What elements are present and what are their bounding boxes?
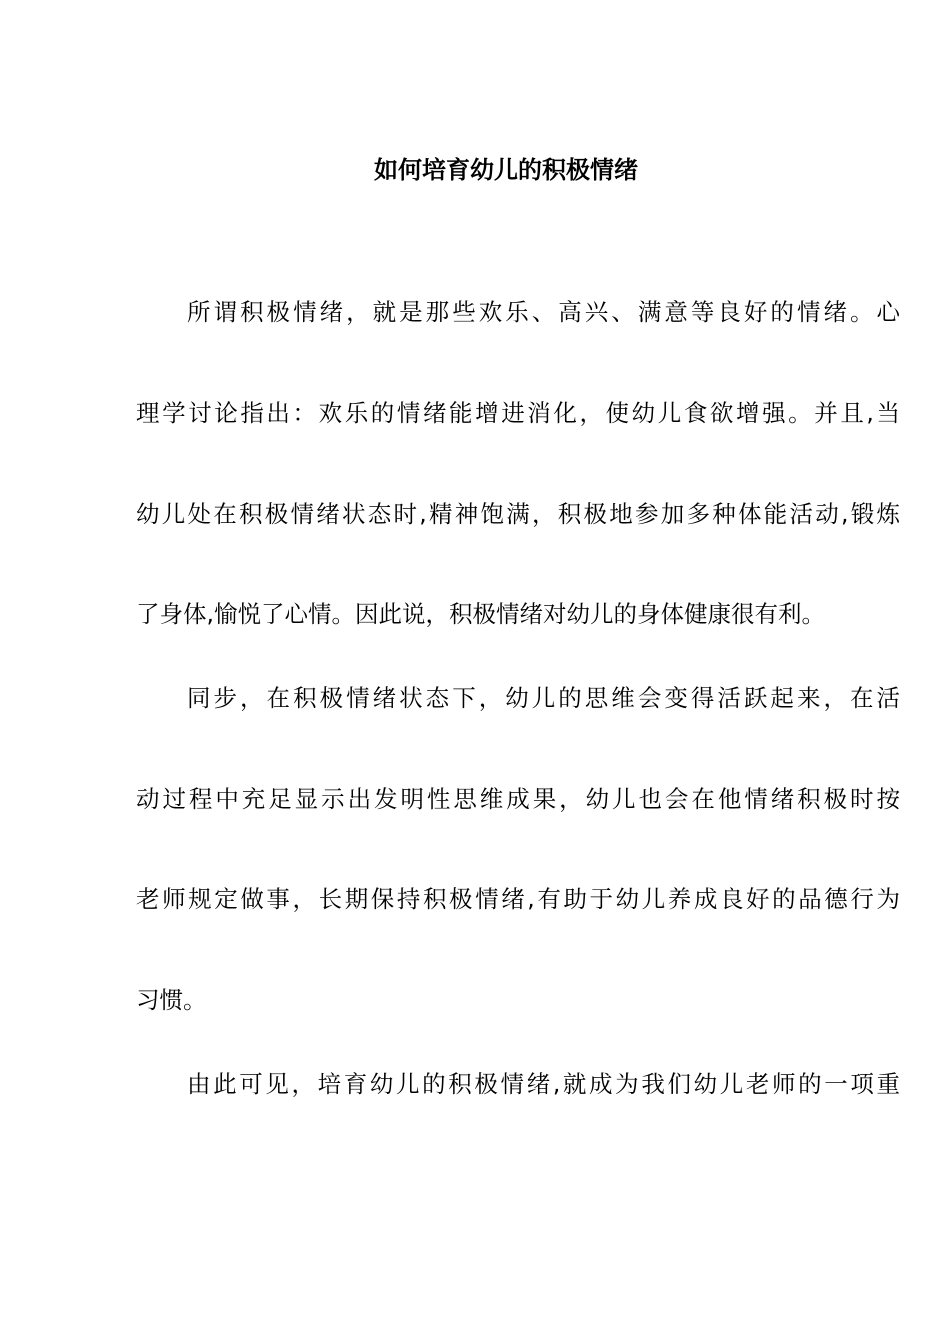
- paragraph-1-line-3: 幼儿处在积极情绪状态时,精神饱满，积极地参加多种体能活动,锻炼: [136, 500, 900, 528]
- paragraph-2-line-4: 习惯。: [136, 986, 207, 1014]
- paragraph-1-line-2: 理学讨论指出：欢乐的情绪能增进消化，使幼儿食欲增强。并且,当: [136, 399, 900, 427]
- paragraph-2-line-3: 老师规定做事，长期保持积极情绪,有助于幼儿养成良好的品德行为: [136, 885, 900, 913]
- paragraph-3-line-1: 由此可见，培育幼儿的积极情绪,就成为我们幼儿老师的一项重: [187, 1070, 900, 1098]
- title-container: [0, 150, 950, 190]
- paragraph-1-line-4: 了身体,愉悦了心情。因此说，积极情绪对幼儿的身体健康很有利。: [136, 600, 825, 628]
- document-title: 如何培育幼儿的积极情绪: [374, 156, 638, 184]
- paragraph-1-line-1: 所谓积极情绪，就是那些欢乐、高兴、满意等良好的情绪。心: [187, 298, 900, 326]
- paragraph-2-line-2: 动过程中充足显示出发明性思维成果，幼儿也会在他情绪积极时按: [136, 785, 900, 813]
- paragraph-2-line-1: 同步，在积极情绪状态下，幼儿的思维会变得活跃起来，在活: [187, 684, 900, 712]
